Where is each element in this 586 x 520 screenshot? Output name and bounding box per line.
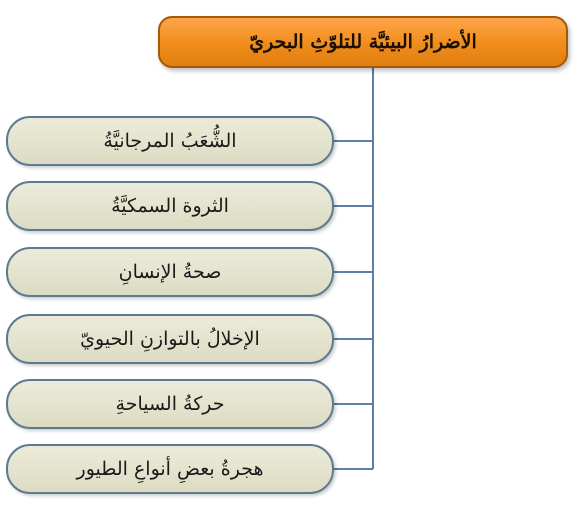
child-node-label: الإخلالُ بالتوازنِ الحيويّ xyxy=(80,328,260,350)
child-node-label: الثروة السمكيَّةُ xyxy=(111,195,229,217)
child-node-bird-migration xyxy=(6,444,334,494)
child-node-coral-reefs xyxy=(6,116,334,166)
root-node xyxy=(158,16,568,68)
child-node-tourism xyxy=(6,379,334,429)
child-node-human-health xyxy=(6,247,334,297)
child-node-label: الشُّعَبُ المرجانيَّةُ xyxy=(103,130,237,152)
root-node-label: الأضرارُ البيئيَّة للتلوّثِ البحريّ xyxy=(249,31,477,53)
child-node-ecological-balance xyxy=(6,314,334,364)
child-node-fish-wealth xyxy=(6,181,334,231)
child-node-label: حركةُ السياحةِ xyxy=(115,393,225,415)
child-node-label: هجرةُ بعضِ أنواعِ الطيور xyxy=(76,458,264,480)
child-node-label: صحةُ الإنسانِ xyxy=(118,261,222,283)
